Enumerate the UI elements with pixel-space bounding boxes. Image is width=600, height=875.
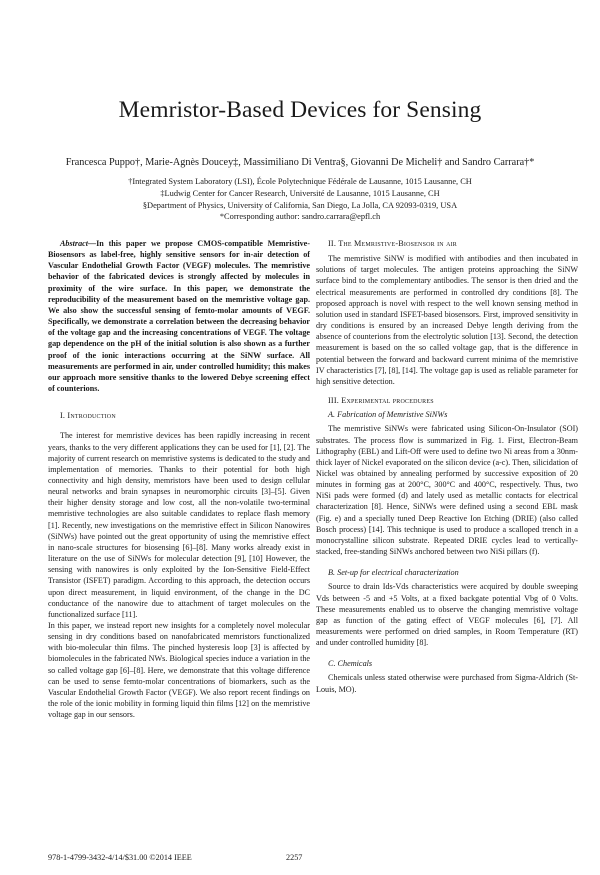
author-list: Francesca Puppo†, Marie-Agnès Doucey‡, Massimiliano Di Ventra§, Giovanni De Micheli† and Sandro Carrara†*	[65, 157, 535, 168]
fabrication-paragraph: The memristive SiNWs were fabricated using Silicon-On-Insulator (SOI) substrates. The process flow is summarized in Fig. 1. First, Electron-Beam Lithography (EBL) and Lift-Off were used to define two Ni areas from a 30nm-thick layer of Nickel evaporated on the silicon device (a-c). Then, silicidation of Nickel was obtained by annealing performed by successive exposition of 20 minutes in forming gas at 200°C, 300°C and 400°C, respectively. Thus, two NiSi pads were formed (d) and lately used as metallic contacts for electrical characterization [8]. Hence, SiNWs were defined using a second EBL mask (Fig. e) and a specially tuned Deep Reactive Ion Etching (DRIE) (also called Bosch process) [14]. This technique is used to produce a scalloped trench in a monocrystalline silicon substrate. Repeated DRIE cycles lead to vertically-stacked, free-standing SiNWs anchored between two NiSi pillars (f).	[316, 424, 578, 557]
abstract	[48, 238, 310, 394]
setup-paragraph: Source to drain Ids-Vds characteristics were acquired by double sweeping Vds between -5 and +5 Volts, at a fixed backgate potential Vbg of 0 Volts. These measurements enabled us to observe the changing memristive voltage gap as function of the gating effect of VEGF molecules [6], [7]. All measurements were performed on dried samples, in Room Temperature (RT) and under controlled humidity [8].	[316, 582, 578, 648]
section2-paragraph: The memristive SiNW is modified with antibodies and then incubated in solutions of target molecules. The antigen proteins approaching the SiNW surface bind to the complementary antibodies. The sensor is then dried and the electrical measurements are performed in controlled dry conditions [8]. The proposed approach is novel with respect to the well known sensing method in solution used in standard ISFET-based biosensors. First, improved sensitivity in dry conditions is ensured by an increased Debye length deriving from the absence of counterions from the electrolytic solution [13]. Second, the detection measurement is based on the so called voltage gap, that is the difference in potential between the forward and backward current minima of the memristive IV characteristics [7], [8], [14]. The voltage gap is used as reliable parameter for high sensitive detection.	[316, 254, 578, 386]
affiliation-1: †Integrated System Laboratory (LSI), École Polytechnique Fédérale de Lausanne, 1015 Lausanne, CH	[128, 177, 472, 186]
affiliation-2: ‡Ludwig Center for Cancer Research, Université de Lausanne, 1015 Lausanne, CH	[160, 189, 440, 198]
section-heading-introduction: I. Introduction	[60, 411, 116, 421]
subsection-heading-setup: B. Set-up for electrical characterization	[328, 568, 459, 578]
abstract-label: Abstract—	[60, 239, 97, 248]
intro-paragraph-1: The interest for memristive devices has been rapidly increasing in recent years, thanks to the very different applications they can be used for [1], [2]. The majority of current research on memristive systems is dedicated to the study and implementation of memories. Thanks to their potential for both high connectivity and high density, memristors have been used to design cellular neural networks and brain synapses in neuromorphic circuits [3]–[5]. Given their higher density storage and low cost, all the non-volatile two-terminal memristive technologies are also suitable candidates to replace flash memory [1]. Recently, new investigations on the memristive effect in Silicon Nanowires (SiNWs) have pointed out the great opportunity of using the memristive effect in nano-scale structures for biosensing [6]–[8]. Many works already exist in literature on the use of SiNWs for molecular detection [9], [10] However, the sensing with nanowires is only exploited by the Ion-Sensitive Field-Effect Transistor (ISFET) paradigm. According to this approach, the detection occurs upon direct measurement, in liquid environment, of the change in the DC conductance of the nanowire due to attachment of target molecules on the functionalized surface [11].	[48, 431, 310, 619]
right-column	[316, 238, 578, 695]
copyright-line: 978-1-4799-3432-4/14/$31.00 ©2014 IEEE	[48, 853, 192, 862]
page-number: 2257	[286, 853, 303, 862]
paper-title: Memristor-Based Devices for Sensing	[118, 97, 482, 123]
left-column	[48, 238, 310, 720]
corresponding-author: *Corresponding author: sandro.carrara@epfl.ch	[219, 212, 381, 221]
subsection-heading-chemicals: C. Chemicals	[328, 659, 373, 669]
subsection-heading-fabrication: A. Fabrication of Memristive SiNWs	[328, 410, 448, 420]
chemicals-paragraph: Chemicals unless stated otherwise were purchased from Sigma-Aldrich (St-Louis, MO).	[316, 673, 578, 694]
abstract-text: In this paper we propose CMOS-compatible Memristive-Biosensors as label-free, highly sensitive sensors for in-air detection of Vascular Endothelial Growth Factor (VEGF) molecules. The memristive behavior of the fabricated devices is strongly affected by molecules in proximity of the wire surface. In this paper, we demonstrate the reproducibility of the measurement based on the memristive voltage gap. We also show the successful sensing of femto-molar amounts of VEGF. Specifically, we demonstrate a correlation between the decreasing behavior of the voltage gap and the increasing concentrations of VEGF. The voltage gap dependence on the pH of the initial solution is also shown as a further proof of the ionic interactions occurring at the SiNW surface. All measurements are performed in air, under controlled humidity; this makes our approach more sensitive thanks to the lowered Debye screening effect of counterions.	[48, 239, 310, 394]
section-heading-memristive-biosensor: II. The Memristive-Biosensor in air	[328, 239, 458, 248]
affiliation-3: §Department of Physics, University of California, San Diego, La Jolla, CA 92093-0319, USA	[142, 201, 458, 210]
intro-paragraph-2: In this paper, we instead report new insights for a completely novel molecular sensing in dry conditions based on nanofabricated memristors functionalized with bio-molecular thin films. The pinched hysteresis loop [3] is affected by biomolecules in the fabricated NWs. Biological species induce a variation in the so called voltage gap [6]–[8]. Here, we demonstrate that this voltage difference can be used to sense femto-molar concentrations of biomarkers, such as the Vascular Endothelial Growth Factor (VEGF). We also report recent findings on the role of the ionic mobility in forming liquid thin films [12] on the memristive voltage gap in our sensors.	[48, 621, 310, 720]
section-heading-experimental: III. Experimental procedures	[328, 396, 434, 406]
